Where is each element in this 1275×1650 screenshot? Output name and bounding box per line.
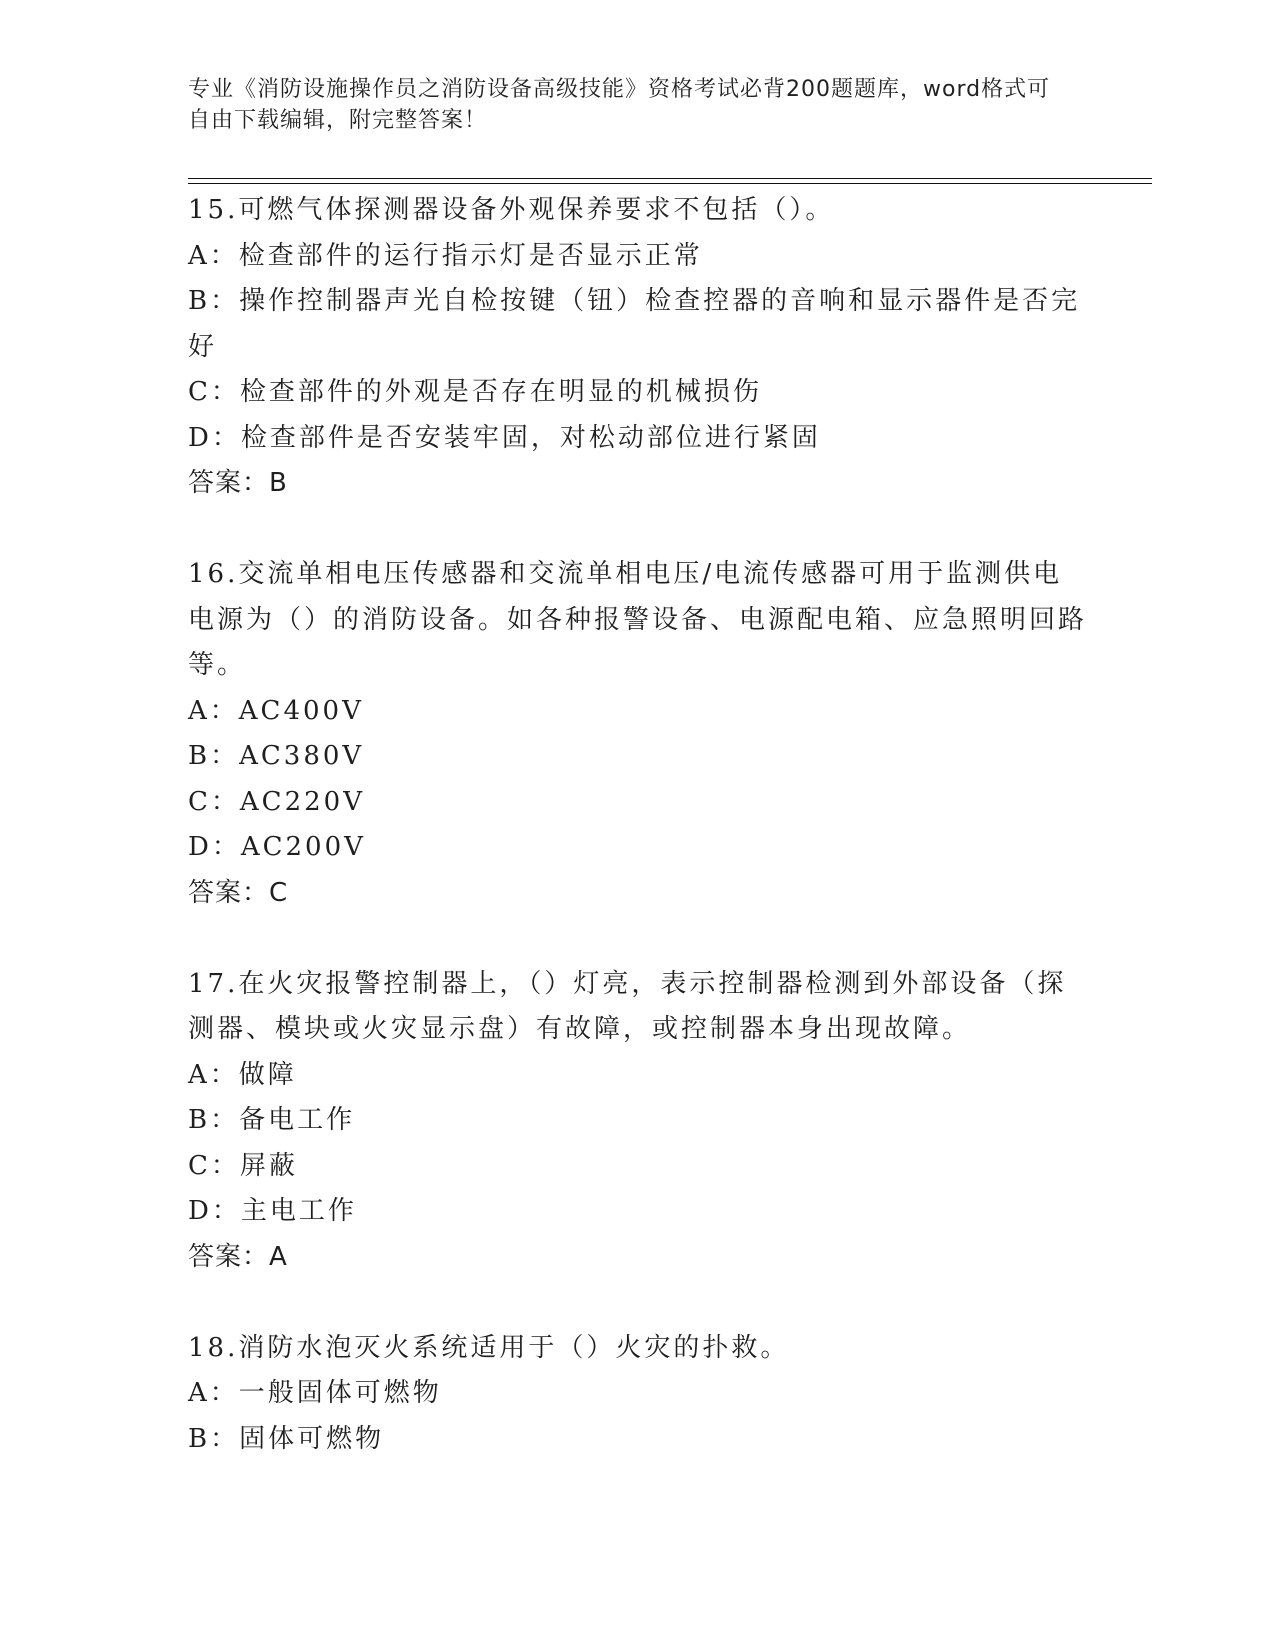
header-divider-bottom xyxy=(188,183,1152,184)
answer: 答案：B xyxy=(188,468,288,498)
answer: 答案：C xyxy=(188,877,289,908)
question-17 xyxy=(188,962,1088,1281)
option-d: D：AC200V xyxy=(188,832,366,862)
question-18 xyxy=(188,1326,1088,1463)
option-b: B：固体可燃物 xyxy=(188,1423,385,1454)
option-b: B：备电工作 xyxy=(188,1105,356,1135)
question-16 xyxy=(188,552,1088,916)
question-stem: 16.交流单相电压传感器和交流单相电压/电流传感器可用于监测供电电源为（）的消防设备。如各种报警设备、电源配电箱、应急照明回路等。 xyxy=(188,559,1088,680)
option-b: B：操作控制器声光自检按键（钮）检查控器的音响和显示器件是否完好 xyxy=(188,286,1081,362)
question-list xyxy=(188,188,1088,1462)
question-15 xyxy=(188,188,1088,507)
question-stem: 18.消防水泡灭火系统适用于（）火灾的扑救。 xyxy=(188,1332,790,1363)
question-stem: 15.可燃气体探测器设备外观保养要求不包括（）。 xyxy=(188,195,835,225)
question-stem: 17.在火灾报警控制器上，（）灯亮，表示控制器检测到外部设备（探测器、模块或火灾显示盘）有故障，或控制器本身出现故障。 xyxy=(188,968,1067,1044)
option-c: C：检查部件的外观是否存在明显的机械损伤 xyxy=(188,377,762,407)
option-a: A：做障 xyxy=(188,1059,297,1090)
option-b: B：AC380V xyxy=(188,741,365,771)
option-a: A：一般固体可燃物 xyxy=(188,1378,442,1408)
document-header: 专业《消防设施操作员之消防设备高级技能》资格考试必背200题题库，word格式可自由下载编辑，附完整答案！ xyxy=(188,77,1051,133)
answer: 答案：A xyxy=(188,1241,288,1272)
option-d: D：检查部件是否安装牢固，对松动部位进行紧固 xyxy=(188,422,821,453)
option-a: A：检查部件的运行指示灯是否显示正常 xyxy=(188,240,703,271)
option-d: D：主电工作 xyxy=(188,1196,357,1226)
option-a: A：AC400V xyxy=(188,695,364,726)
option-c: C：屏蔽 xyxy=(188,1150,298,1181)
header-divider-top xyxy=(188,178,1152,179)
option-c: C：AC220V xyxy=(188,786,365,817)
